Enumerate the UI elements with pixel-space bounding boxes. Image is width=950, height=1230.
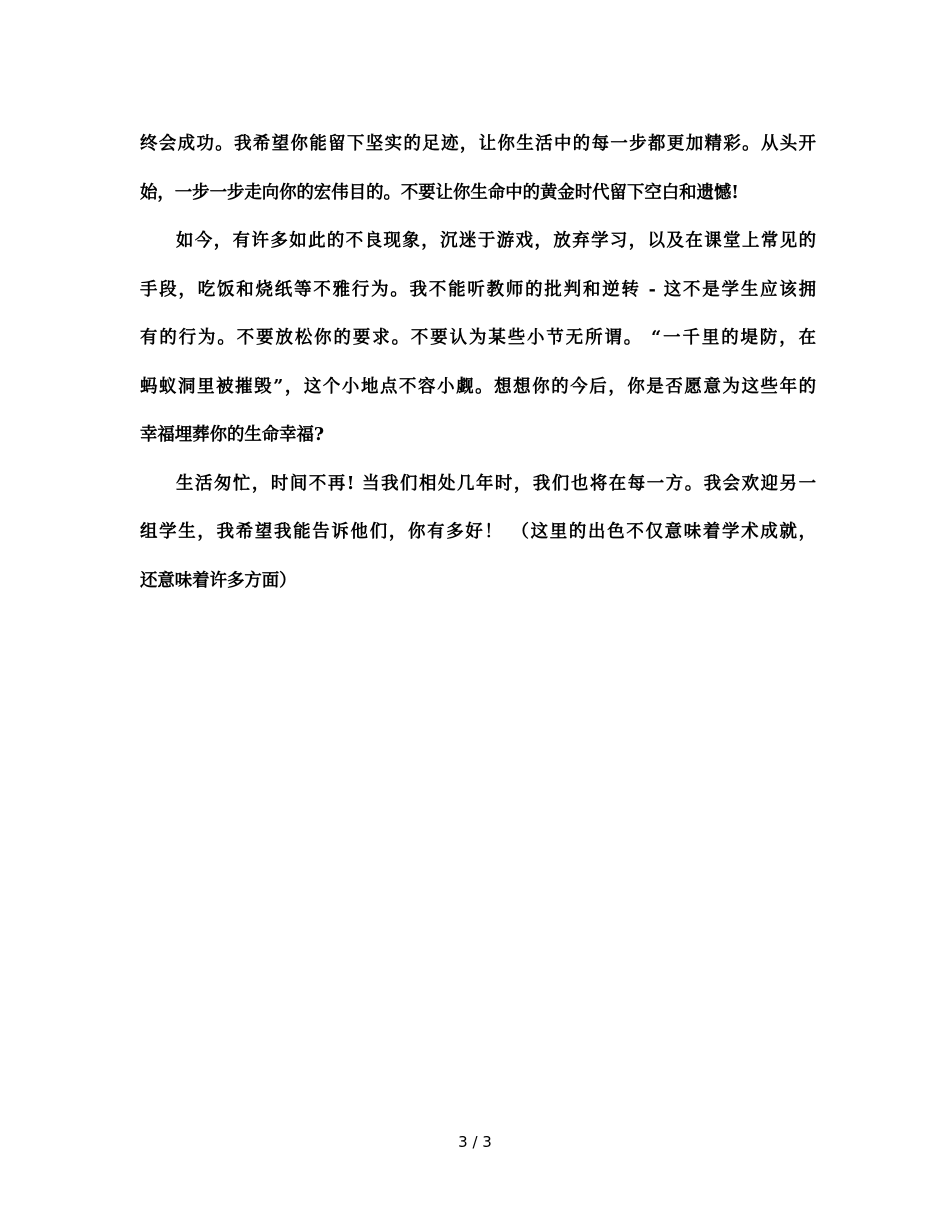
paragraph-line: 生活匆忙，时间不再! 当我们相处几年时，我们也将在每一方。我会欢迎另一 (176, 473, 816, 494)
document-body (140, 122, 816, 607)
paragraph-3 (140, 462, 816, 608)
paragraph-1 (140, 122, 816, 219)
paragraph-line: 终会成功。我希望你能留下坚实的足迹，让你生活中的每一步都更加精彩。从头开 (140, 134, 816, 154)
paragraph-line: 还意味着许多方面） (140, 570, 297, 591)
paragraph-line: 手段，吃饭和烧纸等不雅行为。我不能听教师的批判和逆转 - 这不是学生应该拥 (140, 279, 816, 300)
paragraph-line: 始，一步一步走向你的宏伟目的。不要让你生命中的黄金时代留下空白和遗憾! (140, 182, 739, 203)
paragraph-line: 组学生，我希望我能告诉他们，你有多好！ （这里的出色不仅意味着学术成就， (140, 522, 816, 542)
paragraph-line: 蚂蚁洞里被摧毁”，这个小地点不容小觑。想想你的今后，你是否愿意为这些年的 (140, 376, 816, 397)
paragraph-2 (140, 219, 816, 462)
paragraph-line: 如今，有许多如此的不良现象，沉迷于游戏，放弃学习，以及在课堂上常见的 (176, 231, 816, 251)
paragraph-line: 有的行为。不要放松你的要求。不要认为某些小节无所谓。 “一千里的堤防，在 (140, 328, 816, 348)
page-number: 3 / 3 (458, 1133, 492, 1151)
paragraph-line: 幸福埋葬你的生命幸福? (140, 425, 325, 445)
